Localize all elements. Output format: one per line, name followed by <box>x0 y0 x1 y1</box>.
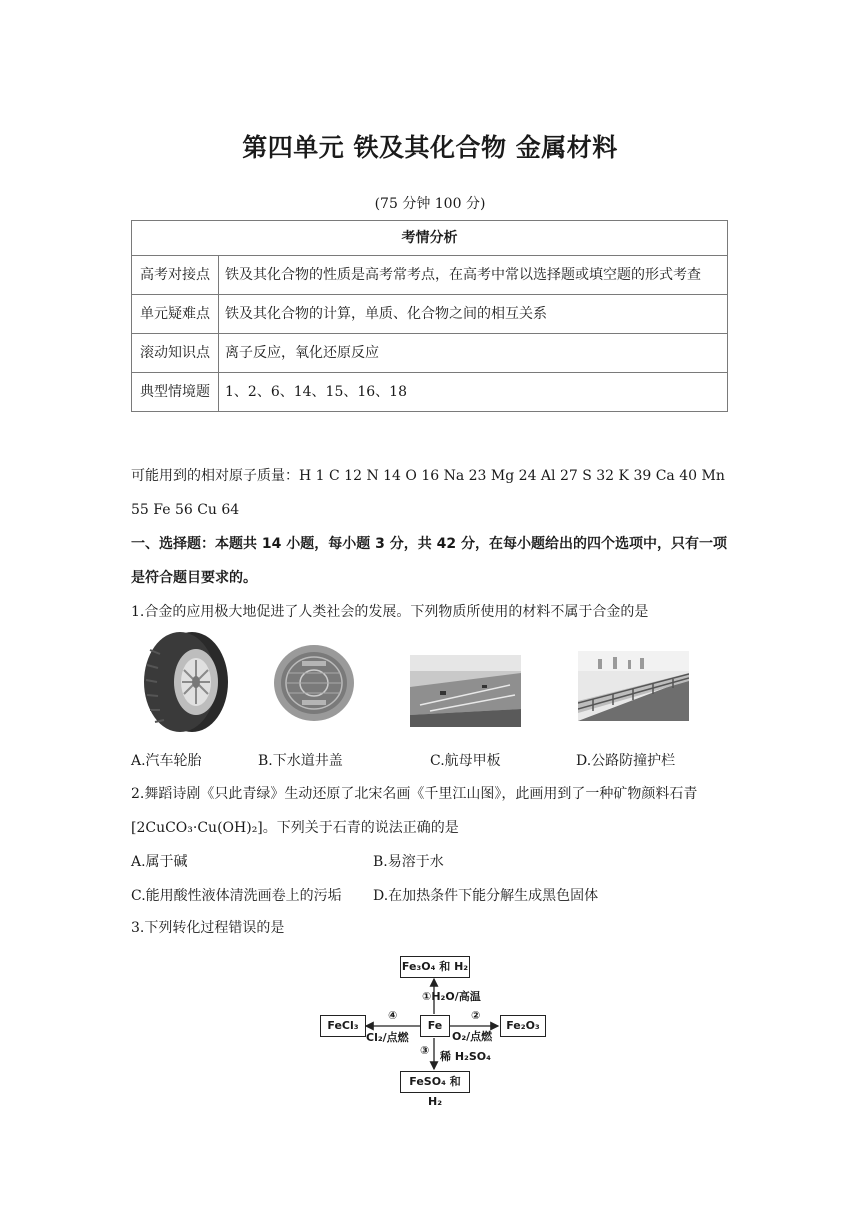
manhole-cover-image <box>272 643 356 723</box>
question-1-option-b: B.下水道井盖 <box>258 753 343 769</box>
reaction-label-2: O₂/点燃 <box>452 1030 493 1043</box>
highway-guardrail-image <box>578 651 689 721</box>
table-row <box>132 334 728 373</box>
table-row <box>132 256 728 295</box>
reaction-label-4: Cl₂/点燃 <box>366 1031 409 1044</box>
exam-duration-score: (75 分钟 100 分) <box>374 196 486 212</box>
product-bottom-box: FeSO₄ 和 H₂ <box>400 1071 470 1093</box>
question-1-stem: 1.合金的应用极大地促进了人类社会的发展。下列物质所使用的材料不属于合金的是 <box>131 604 649 620</box>
question-3-stem: 3.下列转化过程错误的是 <box>131 920 285 936</box>
product-top-box: Fe₃O₄ 和 H₂ <box>400 956 470 978</box>
iron-center-box: Fe <box>420 1015 450 1037</box>
reaction-number-3: ③ <box>420 1044 430 1057</box>
question-1-option-a: A.汽车轮胎 <box>131 753 202 769</box>
page-title: 第四单元 铁及其化合物 金属材料 <box>242 133 618 162</box>
section-heading: 一、选择题：本题共 14 小题，每小题 3 分，共 42 分，在每小题给出的四个选项中，只有一项是符合题目要求的。 <box>131 536 727 586</box>
row-value: 离子反应，氧化还原反应 <box>219 334 728 373</box>
question-1-option-c: C.航母甲板 <box>430 753 501 769</box>
reaction-number-2: ② <box>471 1009 481 1022</box>
aircraft-carrier-deck-image <box>410 655 521 727</box>
table-row <box>132 295 728 334</box>
question-2-stem: 2.舞蹈诗剧《只此青绿》生动还原了北宋名画《千里江山图》，此画用到了一种矿物颜料石青[2CuCO₃·Cu(OH)₂]。下列关于石青的说法正确的是 <box>131 786 698 836</box>
row-label: 滚动知识点 <box>132 334 219 373</box>
row-value: 铁及其化合物的性质是高考常考点，在高考中常以选择题或填空题的形式考查 <box>219 256 728 295</box>
product-left-box: FeCl₃ <box>320 1015 366 1037</box>
question-2-option-a: A.属于碱 <box>131 854 188 870</box>
row-label: 单元疑难点 <box>132 295 219 334</box>
exam-analysis-table <box>131 220 728 412</box>
question-2-option-d: D.在加热条件下能分解生成黑色固体 <box>373 888 599 904</box>
row-value: 铁及其化合物的计算，单质、化合物之间的相互关系 <box>219 295 728 334</box>
question-1-option-d: D.公路防撞护栏 <box>576 753 676 769</box>
reaction-label-1: ①H₂O/高温 <box>422 990 481 1003</box>
table-header: 考情分析 <box>132 221 728 256</box>
car-tire-image <box>140 630 230 734</box>
row-value: 1、2、6、14、15、16、18 <box>219 373 728 412</box>
reaction-number-4: ④ <box>388 1009 398 1022</box>
atomic-masses: 可能用到的相对原子质量：H 1 C 12 N 14 O 16 Na 23 Mg 24 Al 27 S 32 K 39 Ca 40 Mn 55 Fe 56 Cu 64 <box>131 468 725 518</box>
product-right-box: Fe₂O₃ <box>500 1015 546 1037</box>
row-label: 典型情境题 <box>132 373 219 412</box>
row-label: 高考对接点 <box>132 256 219 295</box>
question-2-option-c: C.能用酸性液体清洗画卷上的污垢 <box>131 888 342 904</box>
iron-conversion-diagram <box>318 952 558 1108</box>
table-row <box>132 373 728 412</box>
question-2-option-b: B.易溶于水 <box>373 854 444 870</box>
reaction-label-3: 稀 H₂SO₄ <box>440 1050 491 1063</box>
